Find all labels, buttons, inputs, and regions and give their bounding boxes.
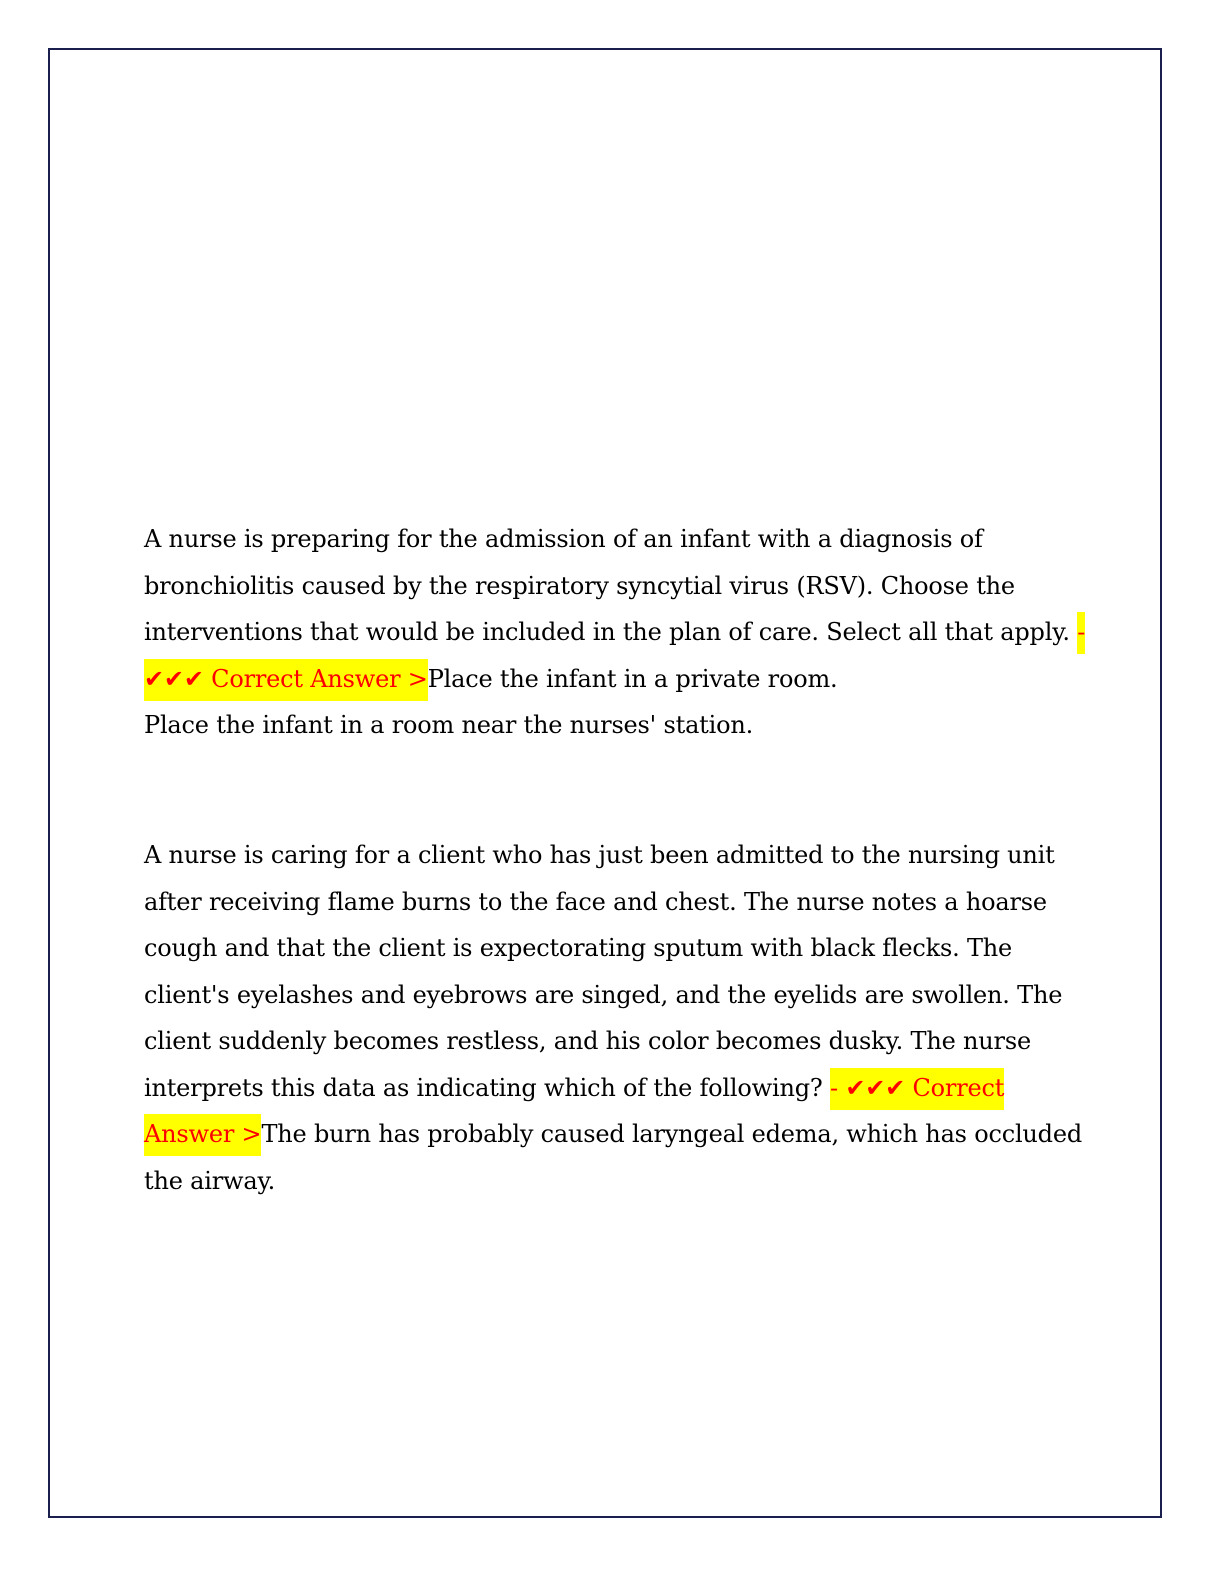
marker-label: Correct Answer >	[144, 1073, 1005, 1148]
marker-label: Correct Answer >	[211, 664, 428, 693]
answer-text: Place the infant in a room near the nurses' station.	[144, 711, 754, 739]
answer-text: The burn has probably caused laryngeal edema, which has occluded the airway.	[144, 1120, 1083, 1195]
checkmarks-icon: ✔✔✔	[845, 1073, 906, 1102]
question-text: A nurse is preparing for the admission of an infant with a diagnosis of bronchiolitis caused by the respiratory syncytial virus (RSV). Choose the interventions that would be included in the plan of care. Select all that apply.	[144, 525, 1070, 646]
marker-dash: -	[1077, 618, 1086, 646]
page-border	[48, 48, 1162, 1518]
checkmarks-icon: ✔✔✔	[144, 664, 204, 693]
marker-dash: -	[829, 1073, 838, 1102]
question-answer-block	[144, 832, 1094, 1204]
answer-text: Place the infant in a private room.	[427, 664, 838, 693]
question-answer-block	[144, 516, 1094, 749]
question-text: A nurse is caring for a client who has just been admitted to the nursing unit after receiving flame burns to the face and chest. The nurse notes a hoarse cough and that the client is expectorating sputum with black flecks. The client's eyelashes and eyebrows are singed, and the eyelids are swollen. The client suddenly becomes restless, and his color becomes dusky. The nurse interprets this data as indicating which of the following?	[144, 841, 1063, 1102]
